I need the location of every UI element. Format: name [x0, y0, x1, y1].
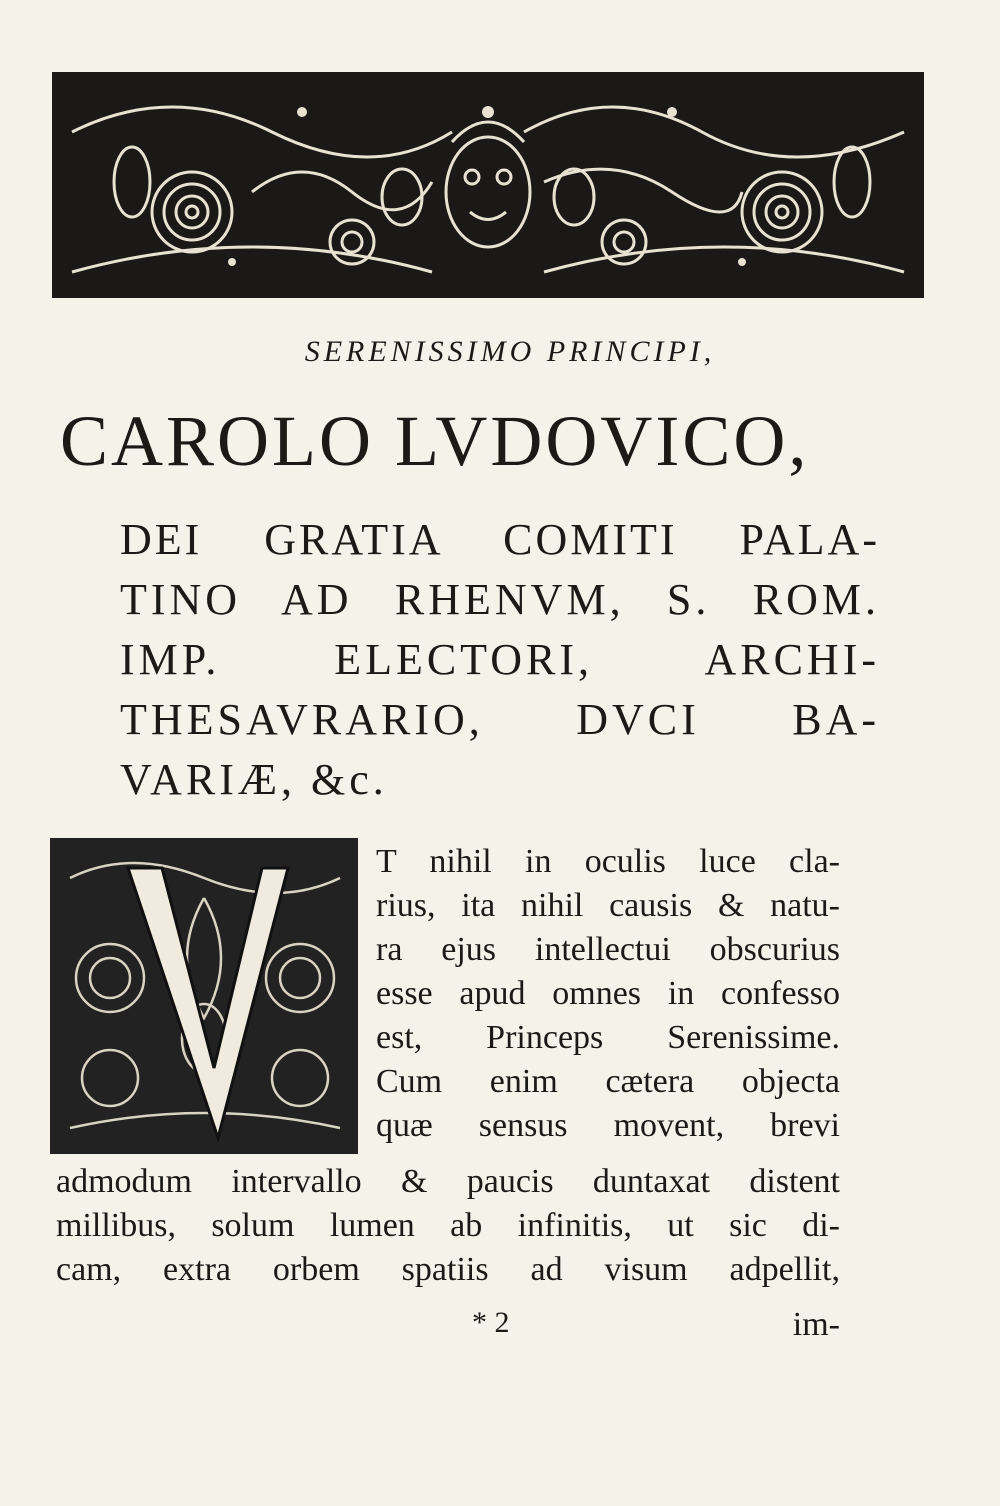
dedication-titles: [120, 510, 880, 810]
body-text-beside-initial: [376, 840, 840, 1148]
text-line: T nihil in oculis luce cla-: [376, 843, 840, 880]
signature-mark: * 2: [472, 1306, 510, 1339]
body-text-continued: [56, 1160, 840, 1292]
title-line: IMP. ELECTORI, ARCHI-: [120, 635, 880, 684]
title-line: DEI GRATIA COMITI PALA-: [120, 515, 880, 564]
text-line: est, Princeps Serenissime.: [376, 1019, 840, 1056]
dedication-name: CAROLO LVDOVICO,: [60, 401, 810, 481]
title-line: VARIÆ, &c.: [120, 755, 388, 804]
text-line: rius, ita nihil causis & natu-: [376, 887, 840, 924]
initial-glyph: V: [203, 1148, 205, 1149]
dedication-salutation: SERENISSIMO PRINCIPI,: [304, 335, 716, 368]
text-line: esse apud omnes in confesso: [376, 975, 840, 1012]
decorated-initial-letter: [50, 838, 358, 1154]
title-line: THESAVRARIO, DVCI BA-: [120, 695, 880, 744]
ornamental-headpiece-image: [52, 72, 924, 298]
title-line: TINO AD RHENVM, S. ROM.: [120, 575, 880, 624]
text-line: Cum enim cætera objecta: [376, 1063, 840, 1100]
text-line: admodum intervallo & paucis duntaxat distent: [56, 1163, 840, 1200]
text-line: ra ejus intellectui obscurius: [376, 931, 840, 968]
text-line: millibus, solum lumen ab infinitis, ut sic di-: [56, 1207, 840, 1244]
text-line: cam, extra orbem spatiis ad visum adpellit,: [56, 1251, 840, 1288]
catchword: im-: [792, 1306, 840, 1343]
text-line: quæ sensus movent, brevi: [376, 1107, 840, 1144]
